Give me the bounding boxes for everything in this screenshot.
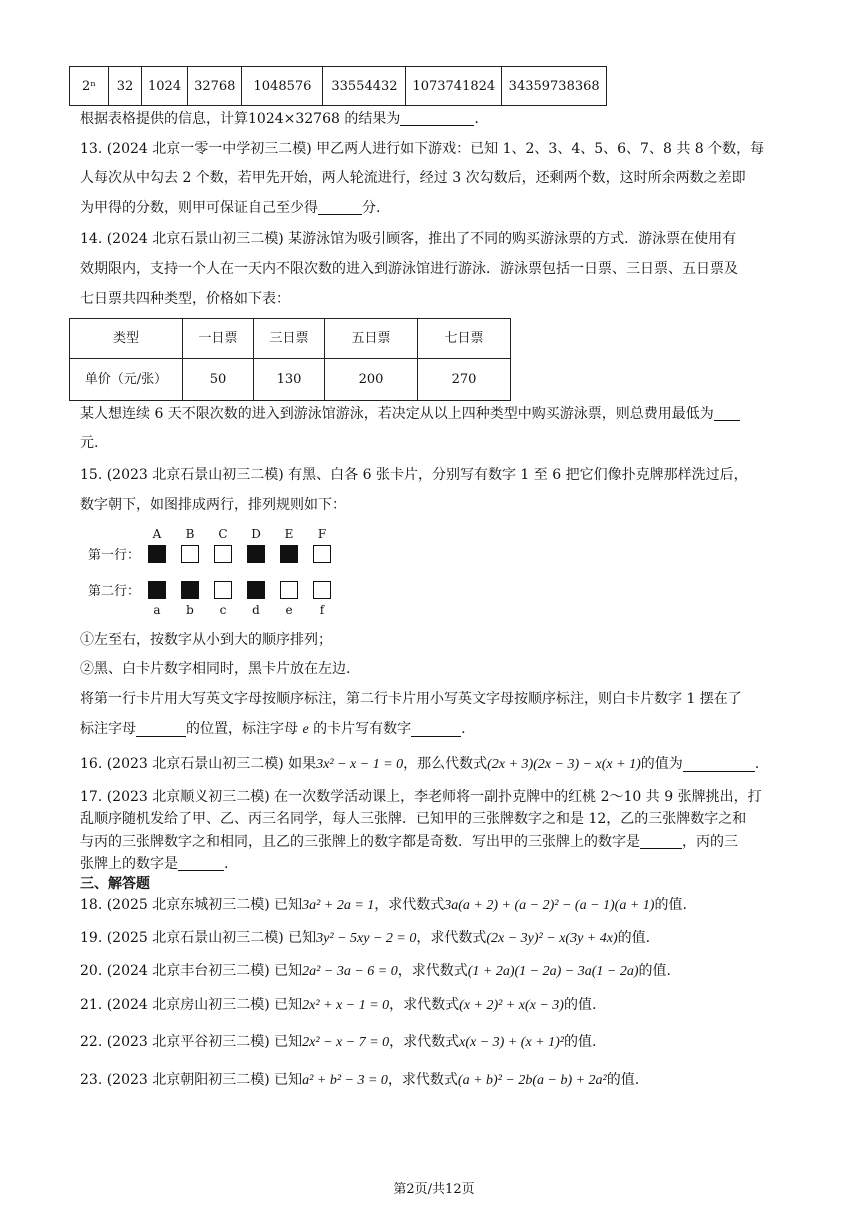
question-14-line: 元. bbox=[80, 435, 99, 451]
table-row bbox=[70, 67, 607, 106]
table-cell: 2ⁿ bbox=[70, 67, 109, 106]
question-15-line: 将第一行卡片用大写英文字母按顺序标注，第二行卡片用小写英文字母按顺序标注，则白卡片数字 1 摆在了 bbox=[80, 691, 742, 707]
question-15-line: 数字朝下，如图排成两行，排列规则如下： bbox=[80, 497, 346, 513]
table-header-row bbox=[70, 319, 511, 359]
table-header-cell: 三日票 bbox=[254, 319, 325, 359]
card-letter-lower: c bbox=[219, 603, 227, 617]
card-row2-f bbox=[313, 581, 331, 599]
answer-blank bbox=[318, 200, 362, 215]
answer-blank bbox=[136, 722, 186, 737]
table-cell: 1024 bbox=[142, 67, 188, 106]
table-header-cell: 类型 bbox=[70, 319, 183, 359]
answer-blank bbox=[683, 757, 755, 772]
page-footer: 第2页/共12页 bbox=[393, 1182, 475, 1197]
question-17-line: 张牌上的数字是 . bbox=[80, 856, 229, 872]
table-header-cell: 七日票 bbox=[418, 319, 511, 359]
card-letter-lower: f bbox=[319, 603, 325, 617]
target-expr: (2x + 3)(2x − 3) − x(x + 1) bbox=[487, 757, 641, 772]
question-16: 16. (2023 北京石景山初三二模) 如果3x² − x − 1 = 0，那么代数式(2x + 3)(2x − 3) − x(x + 1)的值为 . bbox=[80, 756, 760, 772]
question-23: 23. (2023 北京朝阳初三二模) 已知a² + b² − 3 = 0，求代数式(a + b)² − 2b(a − b) + 2a²的值. bbox=[80, 1072, 640, 1088]
table-header-cell: 五日票 bbox=[325, 319, 418, 359]
card-row1-D bbox=[247, 545, 265, 563]
question-14-line: 某人想连续 6 天不限次数的进入到游泳馆游泳，若决定从以上四种类型中购买游泳票，则总费用最低为 bbox=[80, 406, 740, 421]
question-14-line: 效期限内，支持一个人在一天内不限次数的进入到游泳馆进行游泳．游泳票包括一日票、三日票、五日票及 bbox=[80, 261, 738, 277]
card-letter-lower: b bbox=[186, 603, 194, 617]
question-17-line: 17. (2023 北京顺义初三二模) 在一次数学活动课上，李老师将一副扑克牌中的红桃 2～10 共 9 张牌挑出，打 bbox=[80, 789, 762, 805]
question-15-line: 15. (2023 北京石景山初三二模) 有黑、白各 6 张卡片，分别写有数字 1 至 6 把它们像扑克牌那样洗过后， bbox=[80, 467, 748, 483]
card-row1-B bbox=[181, 545, 199, 563]
power-table bbox=[69, 66, 607, 106]
card-row2-c bbox=[214, 581, 232, 599]
card-letter-upper: F bbox=[317, 527, 327, 541]
question-19: 19. (2025 北京石景山初三二模) 已知3y² − 5xy − 2 = 0，求代数式(2x − 3y)² − x(3y + 4x)的值. bbox=[80, 930, 651, 946]
question-13-line: 为甲得的分数，则甲可保证自己至少得 分. bbox=[80, 200, 381, 216]
question-14-line: 七日票共四种类型，价格如下表： bbox=[80, 291, 290, 307]
card-row2-e bbox=[280, 581, 298, 599]
table-cell: 1073741824 bbox=[406, 67, 502, 106]
question-22: 22. (2023 北京平谷初三二模) 已知2x² − x − 7 = 0，求代数式x(x − 3) + (x + 1)²的值. bbox=[80, 1034, 597, 1050]
question-13-line: 人每次从中勾去 2 个数，若甲先开始，两人轮流进行，经过 3 次勾数后，还剩两个数，这时所余两数之差即 bbox=[80, 170, 746, 186]
rule-1: ①左至右，按数字从小到大的顺序排列； bbox=[80, 632, 332, 648]
table-cell: 200 bbox=[325, 359, 418, 401]
card-letter-upper: E bbox=[284, 527, 294, 541]
card-letter-upper: C bbox=[218, 527, 228, 541]
card-row2-a bbox=[148, 581, 166, 599]
card-row1-A bbox=[148, 545, 166, 563]
table-cell: 33554432 bbox=[323, 67, 406, 106]
table-cell: 32 bbox=[109, 67, 142, 106]
answer-blank bbox=[714, 406, 740, 421]
card-row2-d bbox=[247, 581, 265, 599]
table-cell: 单价（元/张） bbox=[70, 359, 183, 401]
rule-2: ②黑、白卡片数字相同时，黑卡片放在左边. bbox=[80, 661, 351, 677]
table-cell: 270 bbox=[418, 359, 511, 401]
card-row2-b bbox=[181, 581, 199, 599]
table-header-cell: 一日票 bbox=[183, 319, 254, 359]
question-12-tail: 根据表格提供的信息，计算1024×32768 的结果为 . bbox=[80, 111, 479, 127]
answer-blank bbox=[400, 111, 474, 126]
table-cell: 50 bbox=[183, 359, 254, 401]
card-row1-C bbox=[214, 545, 232, 563]
card-letter-upper: D bbox=[251, 527, 261, 541]
card-letter-lower: e bbox=[285, 603, 293, 617]
card-row1-E bbox=[280, 545, 298, 563]
question-21: 21. (2024 北京房山初三二模) 已知2x² + x − 1 = 0，求代数式(x + 2)² + x(x − 3)的值. bbox=[80, 997, 597, 1013]
answer-blank bbox=[640, 834, 682, 849]
table-cell: 34359738368 bbox=[502, 67, 607, 106]
row-1-label: 第一行： bbox=[88, 548, 141, 563]
section-heading: 三、解答题 bbox=[80, 876, 150, 892]
table-cell: 130 bbox=[254, 359, 325, 401]
card-letter-lower: a bbox=[153, 603, 161, 617]
question-14-line: 14. (2024 北京石景山初三二模) 某游泳馆为吸引顾客，推出了不同的购买游泳票的方式．游泳票在使用有 bbox=[80, 231, 737, 247]
question-17-line: 与丙的三张牌数字之和相同，且乙的三张牌上的数字都是奇数．写出甲的三张牌上的数字是 ，丙的三 bbox=[80, 834, 738, 850]
table-cell: 1048576 bbox=[242, 67, 323, 106]
question-18: 18. (2025 北京东城初三二模) 已知3a² + 2a = 1，求代数式3a(a + 2) + (a − 2)² − (a − 1)(a + 1)的值. bbox=[80, 897, 687, 913]
card-letter-upper: B bbox=[185, 527, 195, 541]
question-17-line: 乱顺序随机发给了甲、乙、丙三名同学，每人三张牌．已知甲的三张牌数字之和是 12，乙的三张牌数字之和 bbox=[80, 811, 747, 827]
row-2-label: 第二行： bbox=[88, 584, 141, 599]
card-row1-F bbox=[313, 545, 331, 563]
card-letter-lower: d bbox=[252, 603, 260, 617]
table-cell: 32768 bbox=[188, 67, 242, 106]
card-letter-upper: A bbox=[152, 527, 162, 541]
question-13-line: 13. (2024 北京一零一中学初三二模) 甲乙两人进行如下游戏：已知 1、2、3、4、5、6、7、8 共 8 个数，每 bbox=[80, 141, 765, 157]
condition-expr: 3x² − x − 1 = 0 bbox=[316, 757, 404, 772]
table-row bbox=[70, 359, 511, 401]
answer-blank bbox=[411, 722, 461, 737]
question-15-line: 标注字母 的位置，标注字母 e 的卡片写有数字 . bbox=[80, 721, 466, 737]
question-20: 20. (2024 北京丰台初三二模) 已知2a² − 3a − 6 = 0，求代数式(1 + 2a)(1 − 2a) − 3a(1 − 2a)的值. bbox=[80, 963, 671, 979]
answer-blank bbox=[178, 856, 224, 871]
ticket-price-table bbox=[69, 318, 511, 401]
